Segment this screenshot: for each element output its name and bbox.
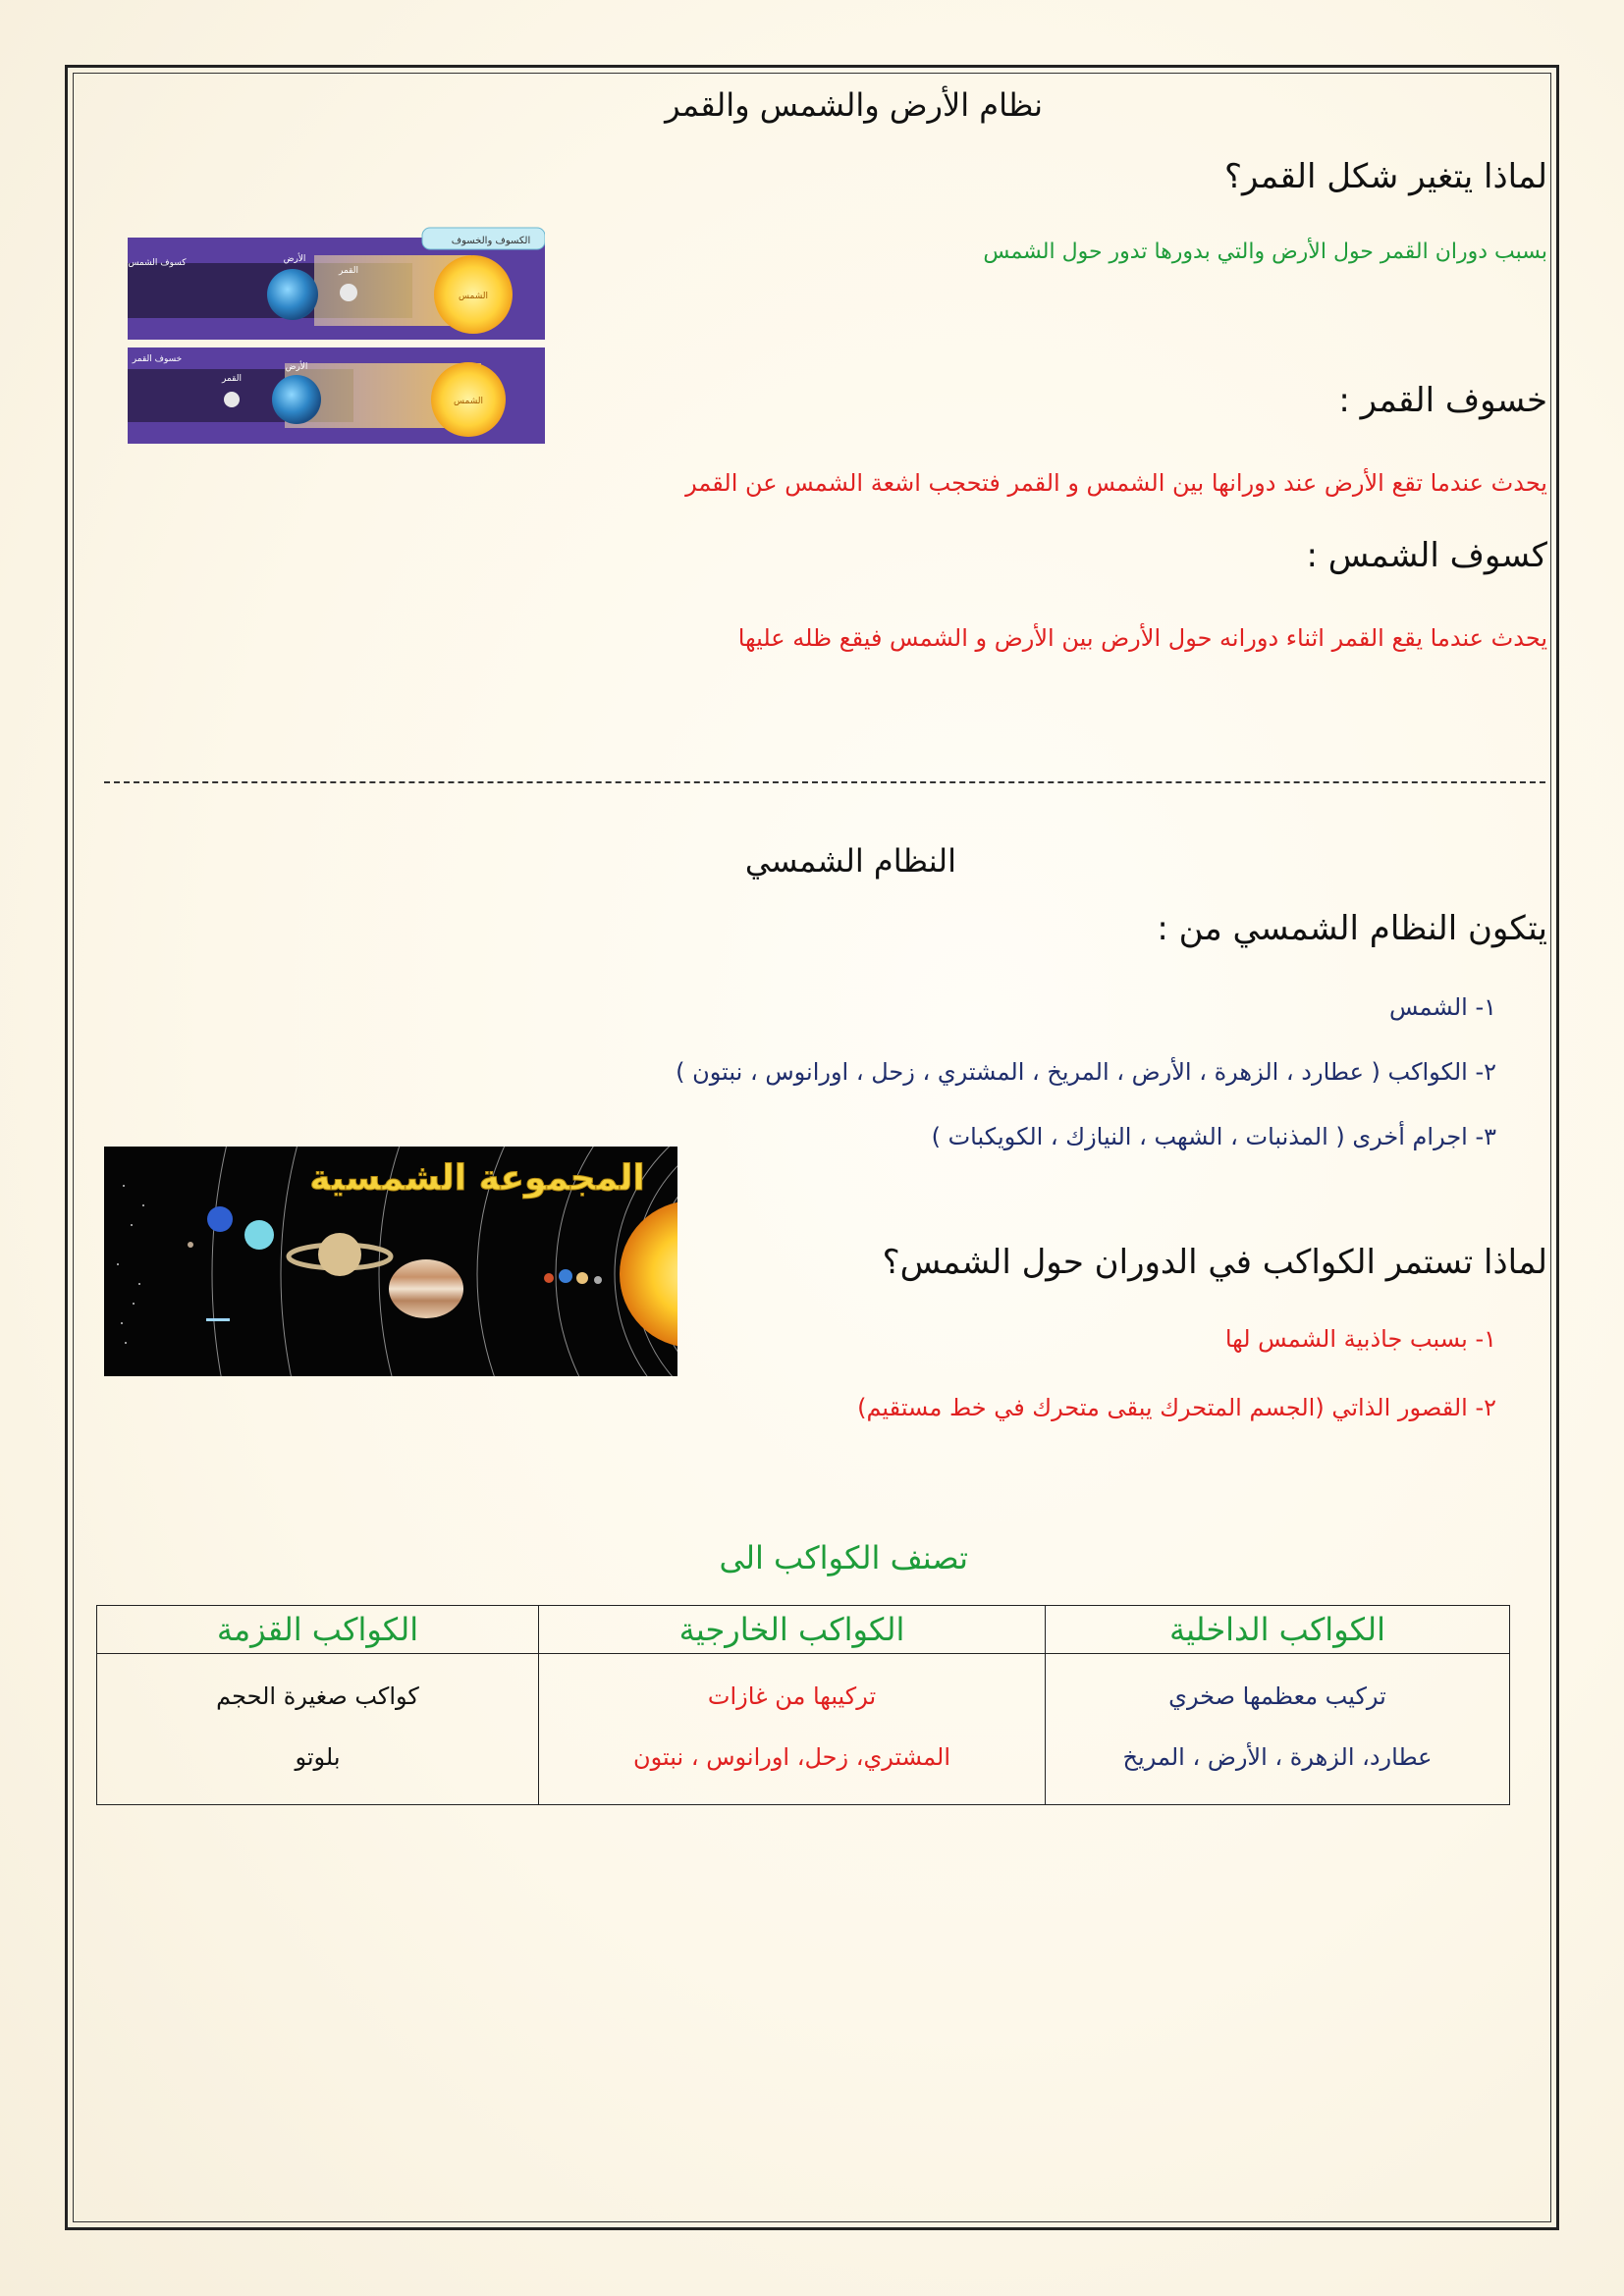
sun-label-bottom: الشمس	[454, 397, 483, 406]
lunar-eclipse-label: خسوف القمر	[132, 354, 183, 364]
list-item-other-bodies: ٣- اجرام أخرى ( المذنبات ، الشهب ، النيازك ، الكويكبات )	[931, 1123, 1496, 1150]
sun-label-top: الشمس	[459, 292, 488, 301]
question-planets-orbit: لماذا تستمر الكواكب في الدوران حول الشمس؟	[882, 1243, 1547, 1282]
outer-list: المشتري، زحل، اورانوس ، نبتون	[633, 1743, 950, 1771]
table-row	[97, 1654, 1510, 1805]
lunar-eclipse-text: يحدث عندما تقع الأرض عند دورانها بين الشمس و القمر فتحجب اشعة الشمس عن القمر	[685, 469, 1547, 497]
solar-eclipse-label: كسوف الشمس	[128, 258, 187, 268]
table-header-row	[97, 1606, 1510, 1654]
list-item-sun: ١- الشمس	[1388, 993, 1496, 1021]
header-outer-planets: الكواكب الخارجية	[539, 1606, 1046, 1654]
solar-eclipse-title: كسوف الشمس :	[1306, 536, 1547, 575]
eclipse-header-label: الكسوف والخسوف	[451, 236, 531, 246]
solar-system-title: النظام الشمسي	[744, 842, 956, 880]
solar-eclipse-text: يحدث عندما يقع القمر اثناء دورانه حول الأرض بين الأرض و الشمس فيقع ظله عليها	[737, 624, 1547, 652]
page-title: نظام الأرض والشمس والقمر	[665, 86, 1043, 124]
moon-label-bottom: القمر	[222, 374, 242, 384]
eclipse-diagram-image	[128, 226, 545, 444]
earth-label-bottom: الأرض	[285, 362, 308, 372]
inner-composition: تركيب معظمها صخري	[1168, 1682, 1386, 1710]
outer-composition: تركيبها من غازات	[707, 1682, 877, 1710]
cell-outer-planets	[539, 1654, 1046, 1805]
eclipse-diagram-svg	[128, 226, 545, 444]
header-inner-planets: الكواكب الداخلية	[1046, 1606, 1510, 1654]
header-dwarf-planets: الكواكب القزمة	[97, 1606, 539, 1654]
solar-image-banner: المجموعة الشمسية	[309, 1158, 645, 1199]
answer-moon-shape: بسبب دوران القمر حول الأرض والتي بدورها تدور حول الشمس	[983, 240, 1547, 264]
moon-label-top: القمر	[339, 266, 358, 276]
earth-label-top: الأرض	[283, 254, 306, 264]
cell-inner-planets	[1046, 1654, 1510, 1805]
cell-dwarf-planets	[97, 1654, 539, 1805]
solar-system-intro: يتكون النظام الشمسي من :	[1157, 909, 1547, 948]
question-moon-shape: لماذا يتغير شكل القمر؟	[1223, 157, 1547, 196]
dwarf-description: كواكب صغيرة الحجم	[216, 1682, 419, 1710]
reason-inertia: ٢- القصور الذاتي (الجسم المتحرك يبقى متحرك في خط مستقيم)	[857, 1394, 1496, 1421]
inner-list: عطارد، الزهرة ، الأرض ، المريخ	[1122, 1743, 1433, 1771]
section-divider	[104, 781, 1545, 783]
solar-system-svg	[104, 1147, 677, 1376]
planet-classification-table	[96, 1605, 1510, 1805]
reason-gravity: ١- بسبب جاذبية الشمس لها	[1224, 1325, 1496, 1353]
list-item-planets: ٢- الكواكب ( عطارد ، الزهرة ، الأرض ، المريخ ، المشتري ، زحل ، اورانوس ، نبتون )	[676, 1058, 1496, 1086]
dwarf-list: بلوتو	[295, 1743, 341, 1771]
solar-system-image	[104, 1147, 677, 1376]
classification-title: تصنف الكواكب الى	[719, 1539, 968, 1576]
lunar-eclipse-title: خسوف القمر :	[1338, 381, 1547, 420]
